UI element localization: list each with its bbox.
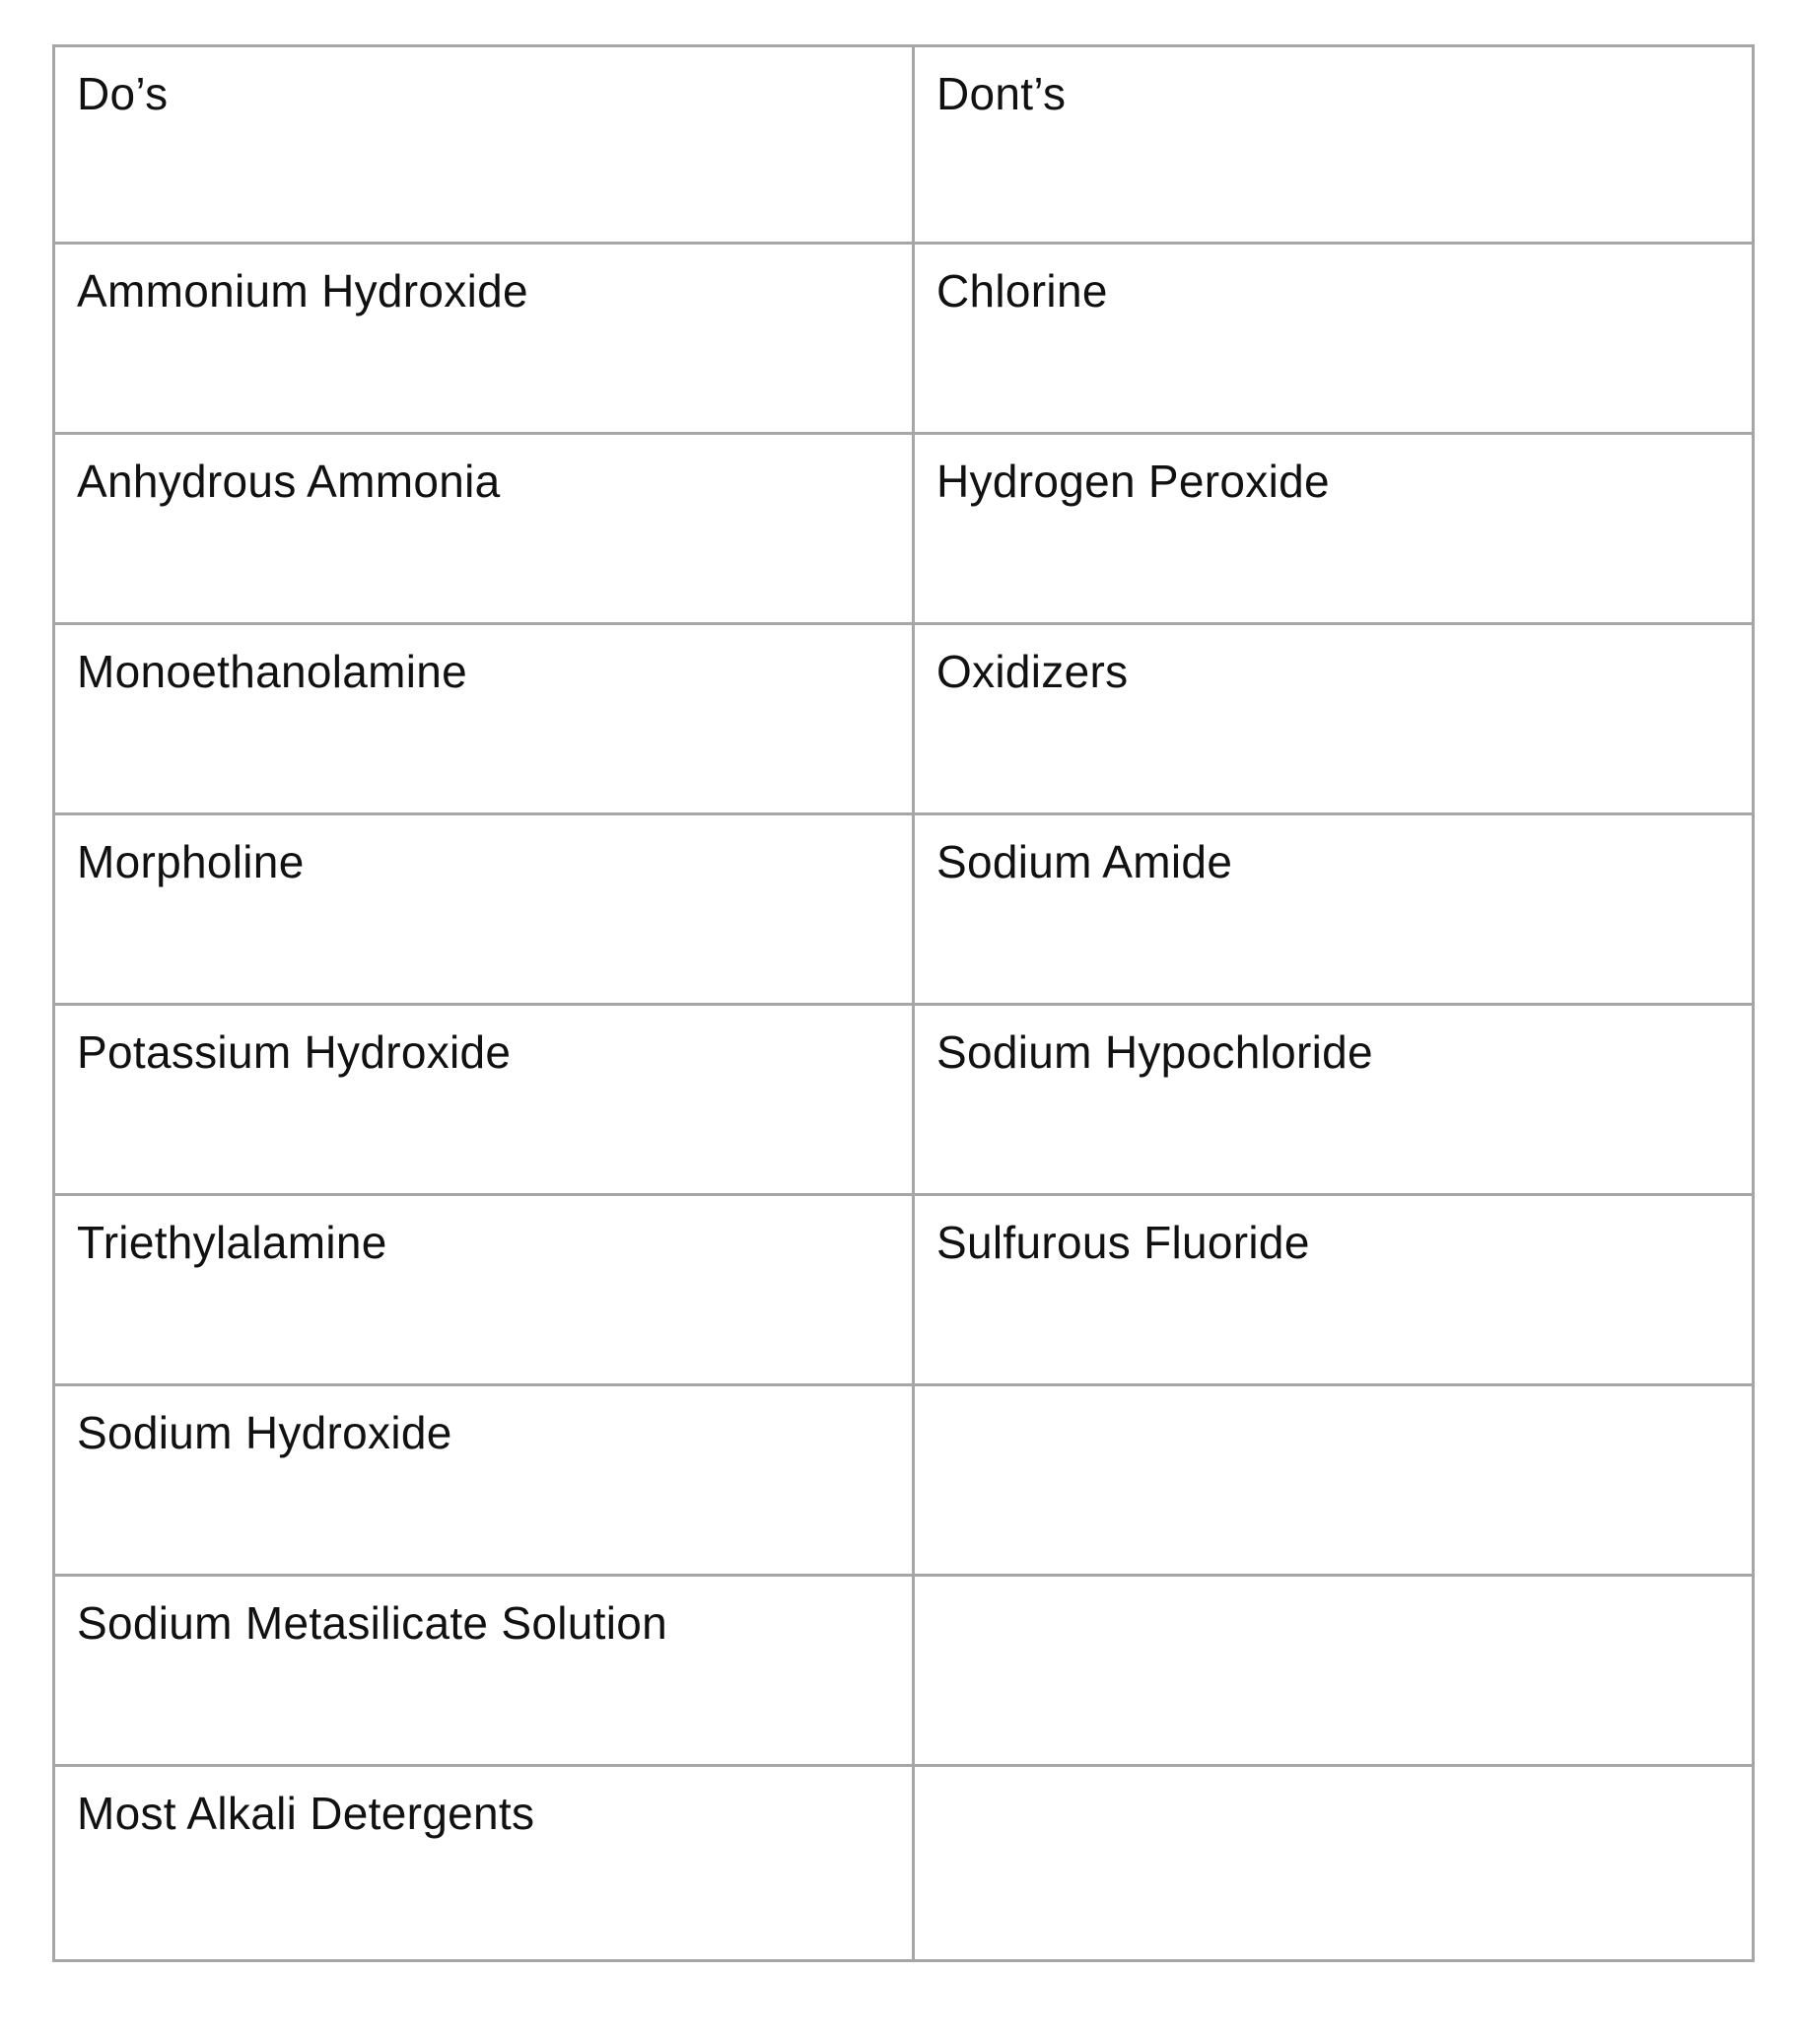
- dos-cell: Triethylalamine: [54, 1195, 914, 1385]
- dos-and-donts-table: [52, 44, 1755, 1962]
- table-row: [54, 1005, 1754, 1195]
- dos-cell: Sodium Metasilicate Solution: [54, 1576, 914, 1766]
- table-row: [54, 624, 1754, 814]
- header-donts: Dont’s: [914, 46, 1754, 244]
- header-dos: Do’s: [54, 46, 914, 244]
- dos-cell: Ammonium Hydroxide: [54, 244, 914, 434]
- donts-cell: Sodium Hypochloride: [914, 1005, 1754, 1195]
- donts-cell: Oxidizers: [914, 624, 1754, 814]
- donts-cell: Sulfurous Fluoride: [914, 1195, 1754, 1385]
- dos-cell: Anhydrous Ammonia: [54, 434, 914, 624]
- donts-cell: Sodium Amide: [914, 814, 1754, 1005]
- table-row: [54, 814, 1754, 1005]
- table-row: [54, 244, 1754, 434]
- table-row: [54, 1195, 1754, 1385]
- dos-cell: Morpholine: [54, 814, 914, 1005]
- table-row: [54, 434, 1754, 624]
- donts-cell: Hydrogen Peroxide: [914, 434, 1754, 624]
- dos-cell: Most Alkali Detergents: [54, 1766, 914, 1961]
- table-row: [54, 1766, 1754, 1961]
- donts-cell: [914, 1385, 1754, 1576]
- dos-cell: Sodium Hydroxide: [54, 1385, 914, 1576]
- table-row: [54, 1576, 1754, 1766]
- dos-cell: Potassium Hydroxide: [54, 1005, 914, 1195]
- donts-cell: [914, 1576, 1754, 1766]
- table-row: [54, 1385, 1754, 1576]
- donts-cell: Chlorine: [914, 244, 1754, 434]
- dos-cell: Monoethanolamine: [54, 624, 914, 814]
- table-header-row: [54, 46, 1754, 244]
- donts-cell: [914, 1766, 1754, 1961]
